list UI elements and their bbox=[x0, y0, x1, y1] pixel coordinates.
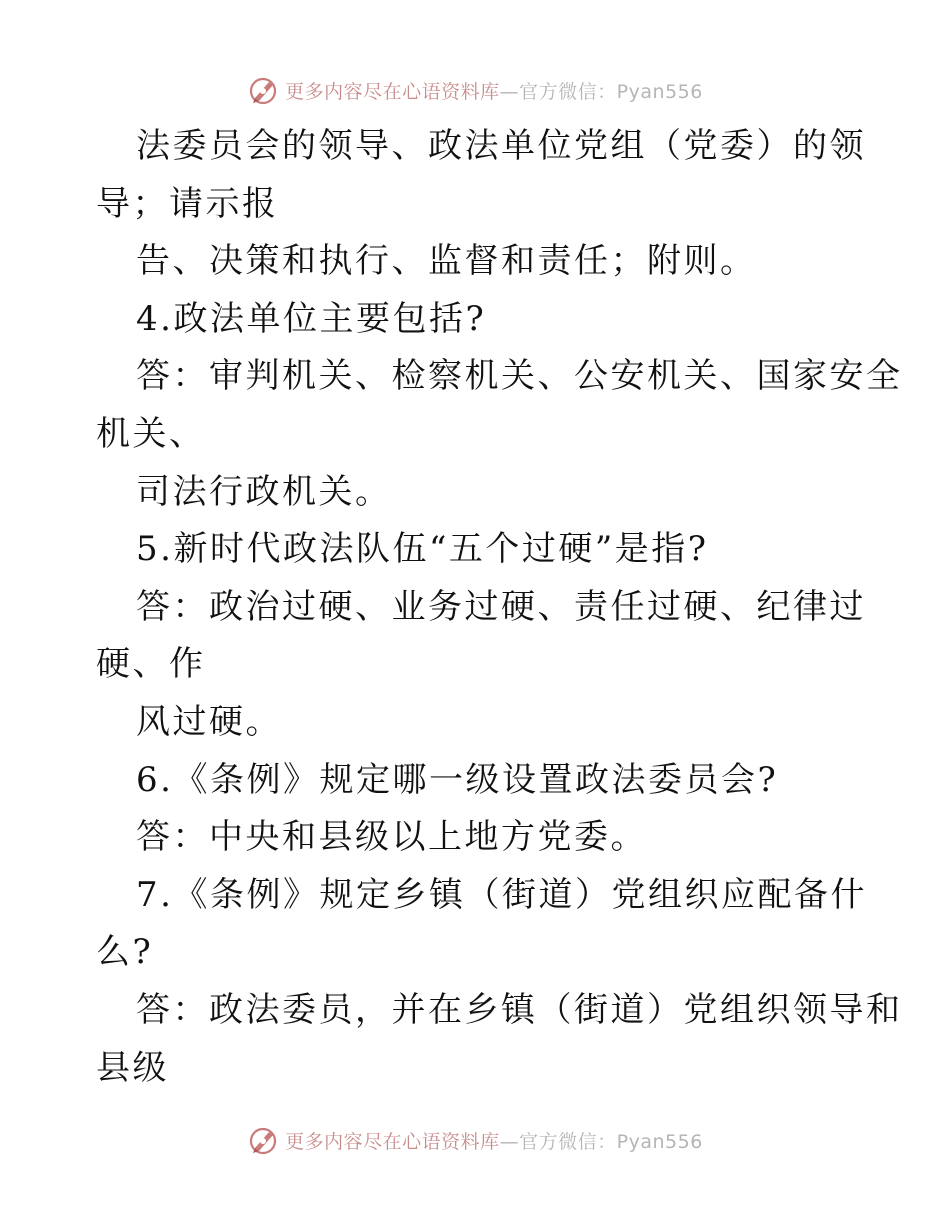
watermark-contact: —官方微信：Pyan556 bbox=[499, 1130, 703, 1153]
text-line: 硬、作 bbox=[96, 644, 206, 685]
text-line: 县级 bbox=[96, 1047, 169, 1088]
pen-logo-icon bbox=[247, 1124, 279, 1156]
watermark-content bbox=[247, 74, 703, 106]
watermark-content bbox=[247, 1124, 703, 1156]
watermark-brand: 更多内容尽在心语资料库 bbox=[285, 1130, 500, 1153]
text-line: 导；请示报 bbox=[96, 183, 279, 224]
watermark-text bbox=[285, 77, 703, 104]
text-line: 答：政治过硬、业务过硬、责任过硬、纪律过 bbox=[136, 586, 866, 627]
text-line: 答：中央和县级以上地方党委。 bbox=[136, 817, 647, 858]
text-line: 答：政法委员，并在乡镇（街道）党组织领导和 bbox=[136, 989, 903, 1030]
text-line: 告、决策和执行、监督和责任；附则。 bbox=[136, 241, 757, 282]
document-body bbox=[96, 118, 903, 1097]
text-line: 风过硬。 bbox=[136, 701, 282, 742]
watermark-contact: —官方微信：Pyan556 bbox=[499, 80, 703, 103]
text-line: 机关、 bbox=[96, 413, 206, 454]
text-line: 4.政法单位主要包括? bbox=[136, 298, 487, 339]
text-line: 5.新时代政法队伍“五个过硬”是指? bbox=[136, 529, 709, 570]
footer-watermark bbox=[0, 1120, 950, 1160]
text-line: 法委员会的领导、政法单位党组（党委）的领 bbox=[136, 126, 866, 166]
watermark-brand: 更多内容尽在心语资料库 bbox=[285, 80, 500, 103]
text-line: 司法行政机关。 bbox=[136, 471, 392, 512]
pen-logo-icon bbox=[247, 74, 279, 106]
text-line: 答：审判机关、检察机关、公安机关、国家安全 bbox=[136, 356, 903, 397]
text-line: 么? bbox=[96, 932, 154, 973]
text-line: 6.《条例》规定哪一级设置政法委员会? bbox=[136, 759, 779, 800]
header-watermark bbox=[0, 70, 950, 110]
text-line: 7.《条例》规定乡镇（街道）党组织应配备什 bbox=[136, 874, 867, 915]
watermark-text bbox=[285, 1127, 703, 1154]
